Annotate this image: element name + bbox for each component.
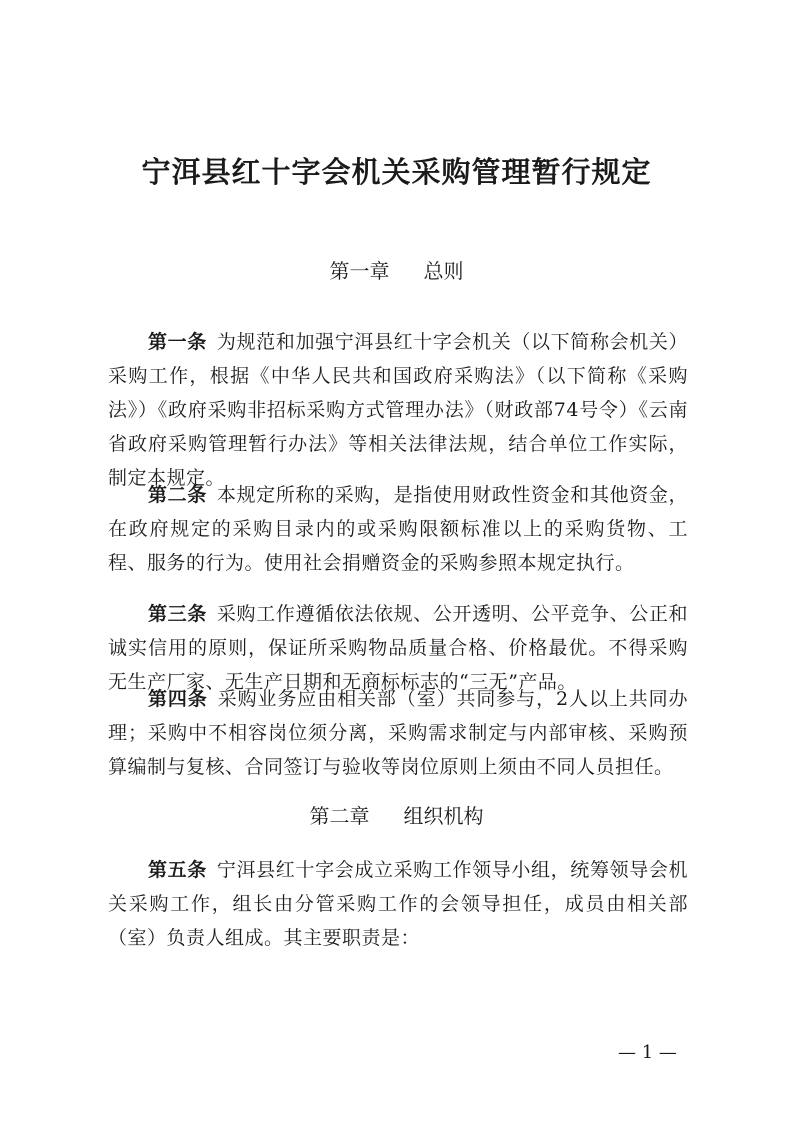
article-4 <box>108 682 688 784</box>
article-text: 采购业务应由相关部（室）共同参与，2人以上共同办理；采购中不相容岗位须分离，采购需求制定与内部审核、采购预算编制与复核、合同签订与验收等岗位原则上须由不同人员担任。 <box>108 688 688 778</box>
article-number: 第四条 <box>148 688 208 710</box>
chapter-heading-2 <box>0 800 793 829</box>
article-text: 宁洱县红十字会成立采购工作领导小组，统筹领导会机关采购工作，组长由分管采购工作的会领导担任，成员由相关部（室）负责人组成。其主要职责是： <box>108 859 688 949</box>
article-number: 第二条 <box>148 484 207 506</box>
article-number: 第一条 <box>148 331 207 353</box>
chapter-name: 总则 <box>423 259 464 283</box>
article-number: 第三条 <box>148 603 207 625</box>
chapter-name: 组织机构 <box>403 804 484 828</box>
article-number: 第五条 <box>148 859 207 881</box>
chapter-number: 第二章 <box>309 804 370 828</box>
article-2 <box>108 478 688 580</box>
article-text: 采购工作遵循依法依规、公开透明、公平竞争、公正和诚实信用的原则，保证所采购物品质量合格、价格最优。不得采购无生产厂家、无生产日期和无商标标志的“三无”产品。 <box>108 603 688 693</box>
chapter-heading-1 <box>0 255 793 284</box>
article-5 <box>108 853 688 955</box>
document-title: 宁洱县红十字会机关采购管理暂行规定 <box>141 155 652 189</box>
article-1 <box>108 325 688 495</box>
article-text: 本规定所称的采购，是指使用财政性资金和其他资金，在政府规定的采购目录内的或采购限额标准以上的采购货物、工程、服务的行为。使用社会捐赠资金的采购参照本规定执行。 <box>108 484 688 574</box>
chapter-number: 第一章 <box>329 259 390 283</box>
page-number: — 1 — <box>618 1042 677 1063</box>
article-text: 为规范和加强宁洱县红十字会机关（以下简称会机关）采购工作，根据《中华人民共和国政府采购法》（以下简称《采购法》）《政府采购非招标采购方式管理办法》（财政部74号令）《云南省政府采购管理暂行办法》等相关法律法规，结合单位工作实际，制定本规定。 <box>108 331 688 489</box>
